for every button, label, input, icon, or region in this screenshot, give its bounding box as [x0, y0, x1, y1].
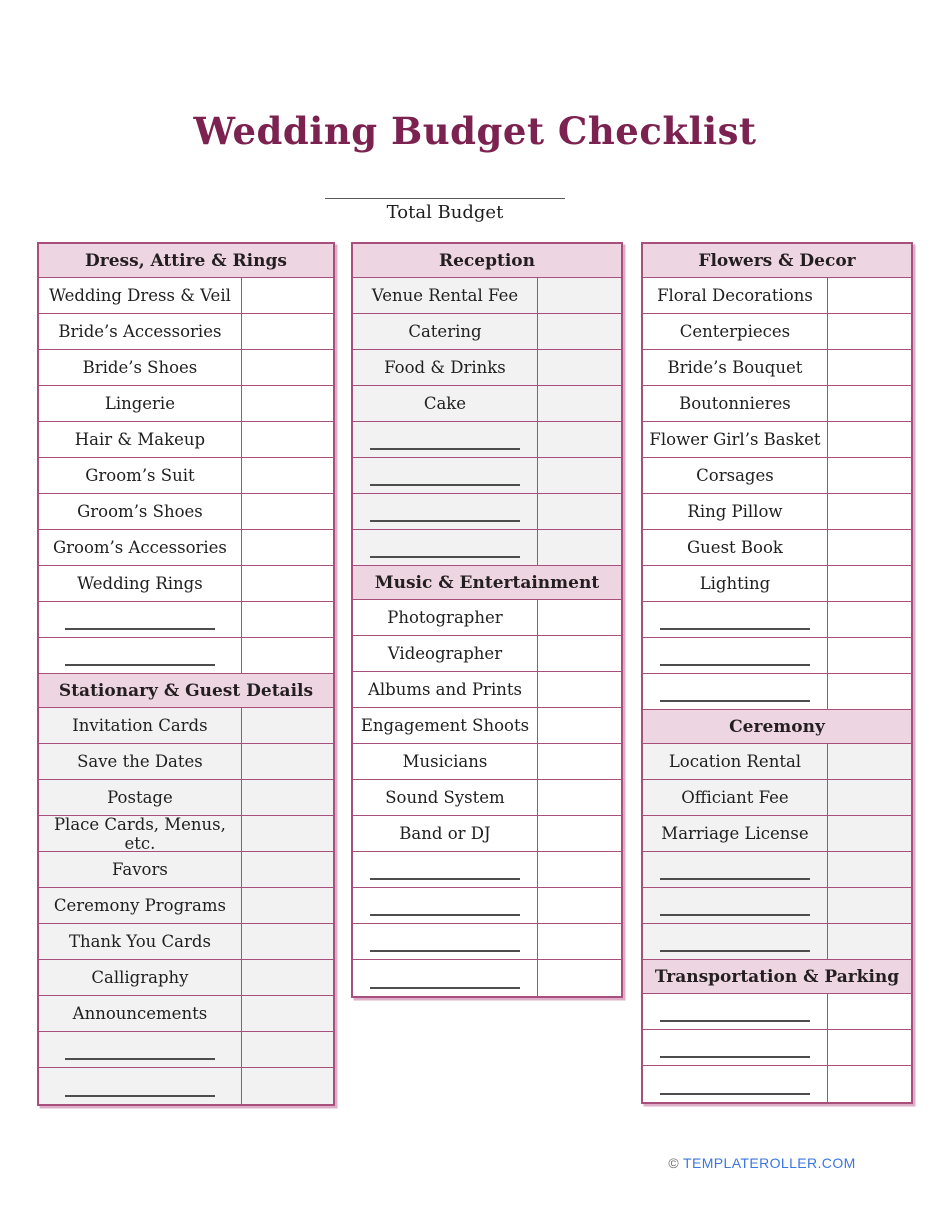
- fill-in-line[interactable]: [660, 645, 810, 666]
- fill-in-line[interactable]: [370, 895, 520, 916]
- table-row: [353, 314, 621, 350]
- fill-in-line[interactable]: [370, 429, 520, 450]
- table-row: [39, 314, 333, 350]
- fill-in-line[interactable]: [65, 609, 215, 630]
- fill-in-line[interactable]: [660, 681, 810, 702]
- table-row: [39, 494, 333, 530]
- fill-in-line[interactable]: [660, 609, 810, 630]
- item-label: Musicians: [353, 744, 538, 779]
- amount-cell[interactable]: [828, 1030, 911, 1065]
- fill-in-line[interactable]: [370, 501, 520, 522]
- amount-cell[interactable]: [828, 386, 911, 421]
- amount-cell[interactable]: [242, 816, 333, 851]
- table-row: [643, 602, 911, 638]
- fill-in-line[interactable]: [370, 537, 520, 558]
- item-label: Groom’s Shoes: [39, 494, 242, 529]
- blank-item-cell[interactable]: [353, 888, 538, 923]
- blank-item-cell[interactable]: [643, 674, 828, 709]
- table-row: [353, 672, 621, 708]
- templateroller-link[interactable]: TEMPLATEROLLER.COM: [683, 1155, 856, 1171]
- table-row: [643, 888, 911, 924]
- amount-cell[interactable]: [828, 852, 911, 887]
- table-row: [39, 852, 333, 888]
- footer: [662, 1155, 862, 1171]
- blank-item-cell[interactable]: [353, 960, 538, 996]
- table-row: [39, 350, 333, 386]
- amount-cell[interactable]: [242, 638, 333, 673]
- table-row: [39, 458, 333, 494]
- total-budget-label: Total Budget: [386, 202, 504, 223]
- amount-cell[interactable]: [828, 888, 911, 923]
- fill-in-line[interactable]: [65, 1076, 215, 1097]
- item-label: Sound System: [353, 780, 538, 815]
- amount-cell[interactable]: [242, 852, 333, 887]
- section-header: Music & Entertainment: [353, 566, 621, 600]
- table-row: [643, 530, 911, 566]
- table-row: [353, 494, 621, 530]
- table-row: [353, 278, 621, 314]
- item-label: Wedding Rings: [39, 566, 242, 601]
- item-label: Calligraphy: [39, 960, 242, 995]
- item-label: Flower Girl’s Basket: [643, 422, 828, 457]
- table-row: [353, 888, 621, 924]
- amount-cell[interactable]: [538, 780, 621, 815]
- table-row: [643, 924, 911, 960]
- item-label: Boutonnieres: [643, 386, 828, 421]
- table-row: [643, 994, 911, 1030]
- amount-cell[interactable]: [828, 530, 911, 565]
- amount-cell[interactable]: [242, 278, 333, 313]
- amount-cell[interactable]: [538, 386, 621, 421]
- column-reception-music: [351, 242, 623, 998]
- amount-cell[interactable]: [242, 422, 333, 457]
- table-row: [643, 816, 911, 852]
- table-row: [39, 638, 333, 674]
- blank-item-cell[interactable]: [353, 924, 538, 959]
- table-row: [39, 386, 333, 422]
- item-label: Location Rental: [643, 744, 828, 779]
- item-label: Food & Drinks: [353, 350, 538, 385]
- fill-in-line[interactable]: [660, 895, 810, 916]
- amount-cell[interactable]: [242, 602, 333, 637]
- item-label: Marriage License: [643, 816, 828, 851]
- blank-item-cell[interactable]: [39, 638, 242, 673]
- amount-cell[interactable]: [242, 1032, 333, 1067]
- item-label: Groom’s Accessories: [39, 530, 242, 565]
- item-label: Catering: [353, 314, 538, 349]
- amount-cell[interactable]: [538, 530, 621, 565]
- fill-in-line[interactable]: [660, 1037, 810, 1058]
- amount-cell[interactable]: [538, 314, 621, 349]
- amount-cell[interactable]: [242, 386, 333, 421]
- fill-in-line[interactable]: [660, 859, 810, 880]
- blank-item-cell[interactable]: [643, 1066, 828, 1102]
- amount-cell[interactable]: [828, 566, 911, 601]
- amount-cell[interactable]: [242, 708, 333, 743]
- amount-cell[interactable]: [242, 924, 333, 959]
- amount-cell[interactable]: [828, 1066, 911, 1102]
- item-label: Bride’s Bouquet: [643, 350, 828, 385]
- blank-item-cell[interactable]: [353, 852, 538, 887]
- fill-in-line[interactable]: [660, 1001, 810, 1022]
- blank-item-cell[interactable]: [643, 602, 828, 637]
- amount-cell[interactable]: [538, 816, 621, 851]
- blank-item-cell[interactable]: [353, 458, 538, 493]
- table-row: [643, 350, 911, 386]
- item-label: Groom’s Suit: [39, 458, 242, 493]
- amount-cell[interactable]: [828, 924, 911, 959]
- table-row: [39, 566, 333, 602]
- amount-cell[interactable]: [538, 636, 621, 671]
- amount-cell[interactable]: [242, 960, 333, 995]
- amount-cell[interactable]: [242, 314, 333, 349]
- table-row: [353, 852, 621, 888]
- item-label: Wedding Dress & Veil: [39, 278, 242, 313]
- table-row: [39, 996, 333, 1032]
- item-label: Officiant Fee: [643, 780, 828, 815]
- fill-in-line[interactable]: [370, 859, 520, 880]
- total-budget-block: [325, 186, 565, 223]
- blank-item-cell[interactable]: [643, 994, 828, 1029]
- blank-item-cell[interactable]: [643, 638, 828, 673]
- section-header: Flowers & Decor: [643, 244, 911, 278]
- amount-cell[interactable]: [242, 458, 333, 493]
- fill-in-line[interactable]: [65, 645, 215, 666]
- amount-cell[interactable]: [828, 994, 911, 1029]
- table-row: [643, 314, 911, 350]
- amount-cell[interactable]: [538, 600, 621, 635]
- amount-cell[interactable]: [828, 422, 911, 457]
- amount-cell[interactable]: [828, 744, 911, 779]
- table-row: [39, 780, 333, 816]
- blank-item-cell[interactable]: [643, 1030, 828, 1065]
- column-dress-stationary: [37, 242, 335, 1106]
- table-row: [643, 744, 911, 780]
- item-label: Thank You Cards: [39, 924, 242, 959]
- amount-cell[interactable]: [242, 494, 333, 529]
- table-row: [39, 530, 333, 566]
- item-label: Floral Decorations: [643, 278, 828, 313]
- amount-cell[interactable]: [538, 494, 621, 529]
- table-row: [39, 744, 333, 780]
- amount-cell[interactable]: [828, 350, 911, 385]
- blank-item-cell[interactable]: [39, 1032, 242, 1067]
- item-label: Bride’s Shoes: [39, 350, 242, 385]
- amount-cell[interactable]: [538, 924, 621, 959]
- table-row: [39, 708, 333, 744]
- section-header: Transportation & Parking: [643, 960, 911, 994]
- blank-item-cell[interactable]: [643, 924, 828, 959]
- table-row: [643, 674, 911, 710]
- blank-item-cell[interactable]: [39, 1068, 242, 1104]
- amount-cell[interactable]: [538, 422, 621, 457]
- amount-cell[interactable]: [242, 780, 333, 815]
- item-label: Announcements: [39, 996, 242, 1031]
- table-row: [353, 636, 621, 672]
- table-row: [353, 600, 621, 636]
- section-header: Reception: [353, 244, 621, 278]
- item-label: Hair & Makeup: [39, 422, 242, 457]
- table-row: [643, 422, 911, 458]
- item-label: Bride’s Accessories: [39, 314, 242, 349]
- blank-item-cell[interactable]: [643, 888, 828, 923]
- fill-in-line[interactable]: [370, 968, 520, 989]
- amount-cell[interactable]: [828, 780, 911, 815]
- item-label: Ring Pillow: [643, 494, 828, 529]
- amount-cell[interactable]: [538, 960, 621, 996]
- item-label: Videographer: [353, 636, 538, 671]
- table-row: [353, 422, 621, 458]
- table-row: [353, 924, 621, 960]
- amount-cell[interactable]: [242, 996, 333, 1031]
- table-row: [643, 1030, 911, 1066]
- table-row: [39, 816, 333, 852]
- table-row: [643, 458, 911, 494]
- blank-item-cell[interactable]: [353, 494, 538, 529]
- item-label: Lighting: [643, 566, 828, 601]
- table-row: [39, 888, 333, 924]
- item-label: Lingerie: [39, 386, 242, 421]
- blank-item-cell[interactable]: [353, 422, 538, 457]
- table-row: [39, 924, 333, 960]
- table-row: [643, 638, 911, 674]
- item-label: Postage: [39, 780, 242, 815]
- amount-cell[interactable]: [538, 458, 621, 493]
- table-row: [353, 816, 621, 852]
- amount-cell[interactable]: [538, 672, 621, 707]
- amount-cell[interactable]: [538, 708, 621, 743]
- fill-in-line[interactable]: [660, 931, 810, 952]
- item-label: Guest Book: [643, 530, 828, 565]
- amount-cell[interactable]: [538, 888, 621, 923]
- fill-in-line[interactable]: [370, 465, 520, 486]
- item-label: Invitation Cards: [39, 708, 242, 743]
- item-label: Albums and Prints: [353, 672, 538, 707]
- copyright-icon: ©: [668, 1155, 680, 1171]
- table-row: [353, 960, 621, 996]
- table-row: [353, 386, 621, 422]
- item-label: Band or DJ: [353, 816, 538, 851]
- table-row: [39, 422, 333, 458]
- item-label: Venue Rental Fee: [353, 278, 538, 313]
- amount-cell[interactable]: [242, 888, 333, 923]
- amount-cell[interactable]: [828, 816, 911, 851]
- section-header: Ceremony: [643, 710, 911, 744]
- table-row: [39, 1068, 333, 1104]
- amount-cell[interactable]: [538, 278, 621, 313]
- amount-cell[interactable]: [538, 350, 621, 385]
- item-label: Centerpieces: [643, 314, 828, 349]
- amount-cell[interactable]: [828, 278, 911, 313]
- item-label: Cake: [353, 386, 538, 421]
- amount-cell[interactable]: [242, 566, 333, 601]
- section-header: Stationary & Guest Details: [39, 674, 333, 708]
- table-row: [353, 780, 621, 816]
- item-label: Place Cards, Menus, etc.: [39, 816, 242, 851]
- amount-cell[interactable]: [538, 744, 621, 779]
- table-row: [643, 278, 911, 314]
- item-label: Engagement Shoots: [353, 708, 538, 743]
- fill-in-line[interactable]: [660, 1074, 810, 1095]
- amount-cell[interactable]: [828, 638, 911, 673]
- column-flowers-ceremony-transport: [641, 242, 913, 1104]
- table-row: [643, 852, 911, 888]
- blank-item-cell[interactable]: [643, 852, 828, 887]
- section-header: Dress, Attire & Rings: [39, 244, 333, 278]
- blank-item-cell[interactable]: [353, 530, 538, 565]
- amount-cell[interactable]: [242, 744, 333, 779]
- amount-cell[interactable]: [828, 314, 911, 349]
- amount-cell[interactable]: [242, 530, 333, 565]
- table-row: [643, 494, 911, 530]
- item-label: Corsages: [643, 458, 828, 493]
- table-row: [353, 744, 621, 780]
- table-row: [353, 458, 621, 494]
- amount-cell[interactable]: [538, 852, 621, 887]
- amount-cell[interactable]: [828, 674, 911, 709]
- table-row: [643, 1066, 911, 1102]
- table-row: [643, 566, 911, 602]
- page-title: Wedding Budget Checklist: [193, 109, 757, 153]
- fill-in-line[interactable]: [65, 1039, 215, 1060]
- fill-in-line[interactable]: [370, 931, 520, 952]
- item-label: Favors: [39, 852, 242, 887]
- amount-cell[interactable]: [828, 602, 911, 637]
- amount-cell[interactable]: [242, 350, 333, 385]
- table-row: [643, 386, 911, 422]
- table-row: [643, 780, 911, 816]
- table-row: [39, 602, 333, 638]
- amount-cell[interactable]: [242, 1068, 333, 1104]
- table-row: [39, 1032, 333, 1068]
- amount-cell[interactable]: [828, 494, 911, 529]
- table-row: [39, 278, 333, 314]
- item-label: Photographer: [353, 600, 538, 635]
- item-label: Save the Dates: [39, 744, 242, 779]
- blank-item-cell[interactable]: [39, 602, 242, 637]
- amount-cell[interactable]: [828, 458, 911, 493]
- total-budget-input-line[interactable]: [325, 186, 565, 199]
- item-label: Ceremony Programs: [39, 888, 242, 923]
- table-row: [353, 708, 621, 744]
- table-row: [353, 530, 621, 566]
- table-row: [353, 350, 621, 386]
- table-row: [39, 960, 333, 996]
